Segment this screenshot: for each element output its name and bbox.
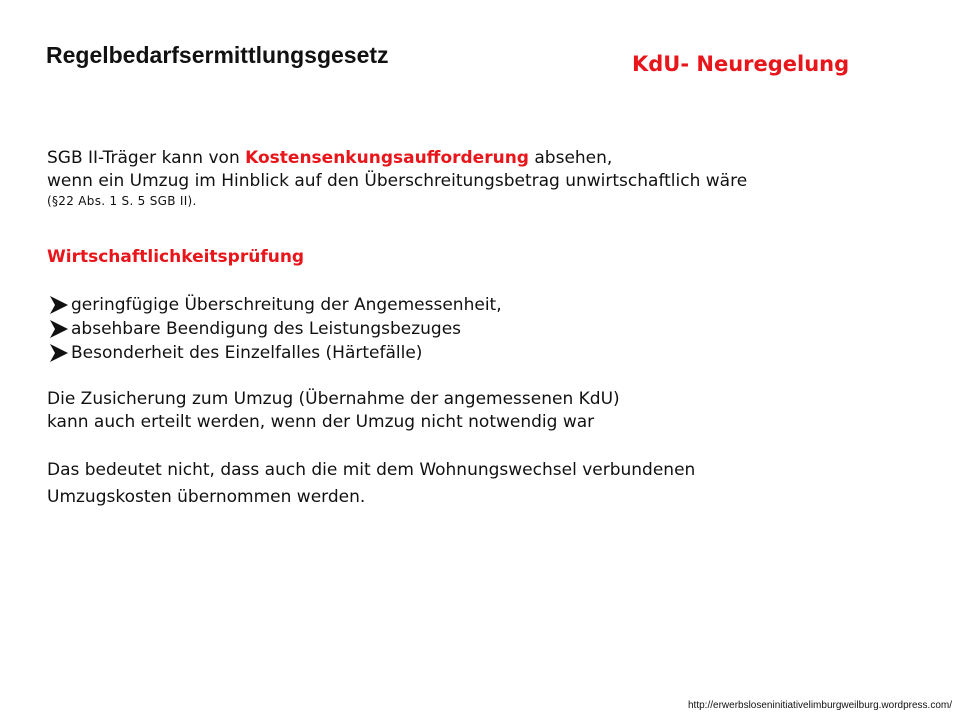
bullet-list bbox=[47, 293, 947, 365]
bullet-text: geringfügige Überschreitung der Angemessenheit, bbox=[71, 294, 502, 315]
bullet-item bbox=[47, 317, 947, 341]
footer-url: http://erwerbsloseninitiativelimburgweilburg.wordpress.com/ bbox=[688, 700, 952, 711]
arrow-bullet-icon bbox=[47, 318, 71, 340]
intro-highlight: Kostensenkungsaufforderung bbox=[245, 148, 529, 168]
bullet-text: Besonderheit des Einzelfalles (Härtefälle) bbox=[71, 342, 423, 363]
paragraph-zusicherung bbox=[47, 388, 947, 434]
bullet-text: absehbare Beendigung des Leistungsbezuges bbox=[71, 318, 462, 339]
intro-line-1 bbox=[47, 147, 947, 170]
paragraph-2-line-2: kann auch erteilt werden, wenn der Umzug nicht notwendig war bbox=[47, 412, 595, 432]
arrow-bullet-icon bbox=[47, 342, 71, 364]
paragraph-umzugskosten bbox=[47, 457, 947, 511]
intro-line-1-suffix: absehen, bbox=[528, 148, 613, 168]
paragraph-2-line-1: Die Zusicherung zum Umzug (Übernahme der angemessenen KdU) bbox=[47, 389, 620, 409]
intro-citation: (§22 Abs. 1 S. 5 SGB II). bbox=[47, 194, 197, 208]
bullet-item bbox=[47, 293, 947, 317]
paragraph-3-line-1: Das bedeutet nicht, dass auch die mit dem Wohnungswechsel verbundenen bbox=[47, 460, 696, 480]
intro-line-2: wenn ein Umzug im Hinblick auf den Überschreitungsbetrag unwirtschaftlich wäre bbox=[47, 171, 748, 191]
page-title: Regelbedarfsermittlungsgesetz bbox=[46, 42, 389, 68]
page-subtitle: KdU- Neuregelung bbox=[632, 52, 850, 76]
intro-line-1-prefix: SGB II-Träger kann von bbox=[47, 148, 246, 168]
intro-paragraph bbox=[47, 147, 947, 209]
bullet-item bbox=[47, 341, 947, 365]
slide-content bbox=[47, 147, 947, 511]
paragraph-3-line-2: Umzugskosten übernommen werden. bbox=[47, 487, 366, 507]
section-heading: Wirtschaftlichkeitsprüfung bbox=[47, 247, 305, 267]
arrow-bullet-icon bbox=[47, 294, 71, 316]
